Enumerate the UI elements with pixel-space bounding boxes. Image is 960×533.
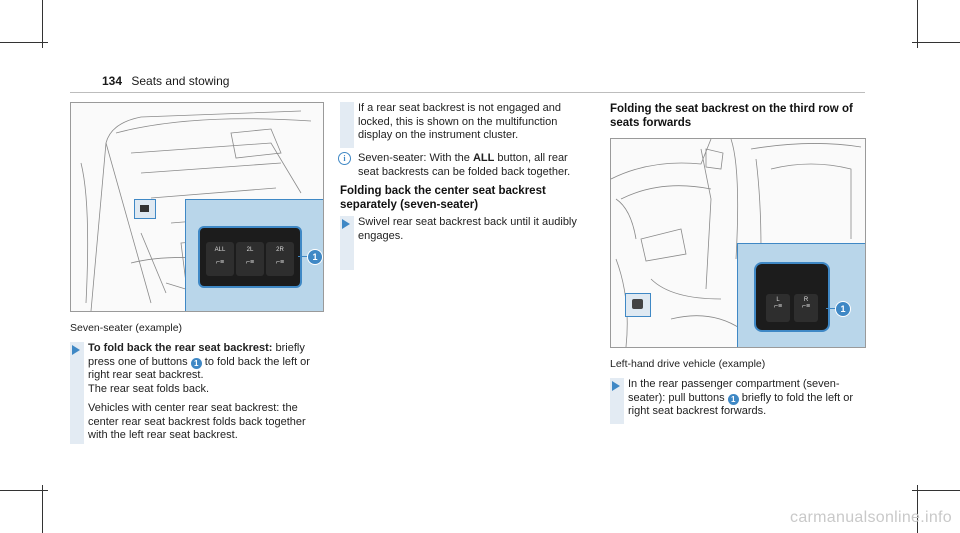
note-text: If a rear seat backrest is not engaged and locked, this is shown on the multifunction display on the instrument cluster. <box>358 102 562 141</box>
info-icon: i <box>338 152 351 165</box>
step-arrow-icon <box>612 381 620 391</box>
watermark: carmanualsonline.info <box>790 509 952 526</box>
button-2l: 2L ⌐≡ <box>236 242 264 276</box>
section-heading-center: Folding back the center seat backrest separately (seven-seater) <box>340 185 546 211</box>
button-l: L ⌐≡ <box>766 294 790 322</box>
section-heading-third-row: Folding the seat backrest on the third row of seats forwards <box>610 103 853 129</box>
seat-icon: ⌐≡ <box>773 303 783 310</box>
button-panel <box>198 226 302 288</box>
button-all: ALL ⌐≡ <box>206 242 234 276</box>
seat-icon: ⌐≡ <box>801 303 811 310</box>
step-note: Vehicles with center rear seat backrest: the center rear seat backrest folds back together with the left rear seat backrest. <box>88 402 306 441</box>
crop-mark <box>0 490 48 491</box>
header-rule <box>70 92 865 93</box>
page-number: 134 <box>102 74 123 88</box>
info-text: Seven-seater: With the ALL button, all rear seat backrests can be folded back together. <box>358 152 571 178</box>
badge-1: 1 <box>728 394 739 405</box>
crop-mark <box>0 42 48 43</box>
crop-mark <box>917 0 918 48</box>
step-bar <box>70 342 84 444</box>
badge-1: 1 <box>191 358 202 369</box>
seat-icon: ⌐≡ <box>275 259 285 266</box>
step-arrow-icon <box>72 345 80 355</box>
step-pull-buttons: In the rear passenger compartment (seven-seater): pull buttons 1 briefly to fold the left or right seat backrest forwards. <box>628 378 854 417</box>
crop-mark <box>42 485 43 533</box>
crop-mark <box>42 0 43 48</box>
crop-mark <box>912 490 960 491</box>
inset-buttons <box>185 199 324 312</box>
figure-third-row <box>610 138 866 348</box>
callout-1: 1 <box>307 249 323 265</box>
inset-buttons <box>737 243 866 348</box>
panel-location-marker <box>134 199 156 219</box>
figure-trunk <box>70 102 324 312</box>
panel-location-marker <box>625 293 651 317</box>
figure-caption-left: Seven-seater (example) <box>70 322 183 334</box>
note-bar <box>340 102 354 148</box>
step-result: The rear seat folds back. <box>88 382 210 395</box>
button-panel <box>754 262 830 332</box>
page-header <box>102 74 229 88</box>
callout-1: 1 <box>835 301 851 317</box>
button-2r: 2R ⌐≡ <box>266 242 294 276</box>
button-r: R ⌐≡ <box>794 294 818 322</box>
panel-miniature <box>140 205 149 212</box>
step-fold-back: To fold back the rear seat backrest: briefly press one of buttons 1 to fold back the left or right rear seat backrest. The rear seat folds back. Vehicles with center rear seat backrest: the center rear seat backrest folds back together with the left rear seat backrest. <box>88 342 328 443</box>
section-title: Seats and stowing <box>131 74 230 88</box>
panel-miniature <box>632 299 643 309</box>
figure-caption-right: Left-hand drive vehicle (example) <box>610 358 766 370</box>
seat-icon: ⌐≡ <box>245 259 255 266</box>
step-swivel: Swivel rear seat backrest back until it audibly engages. <box>358 216 577 242</box>
crop-mark <box>912 42 960 43</box>
seat-icon: ⌐≡ <box>215 259 225 266</box>
step-arrow-icon <box>342 219 350 229</box>
